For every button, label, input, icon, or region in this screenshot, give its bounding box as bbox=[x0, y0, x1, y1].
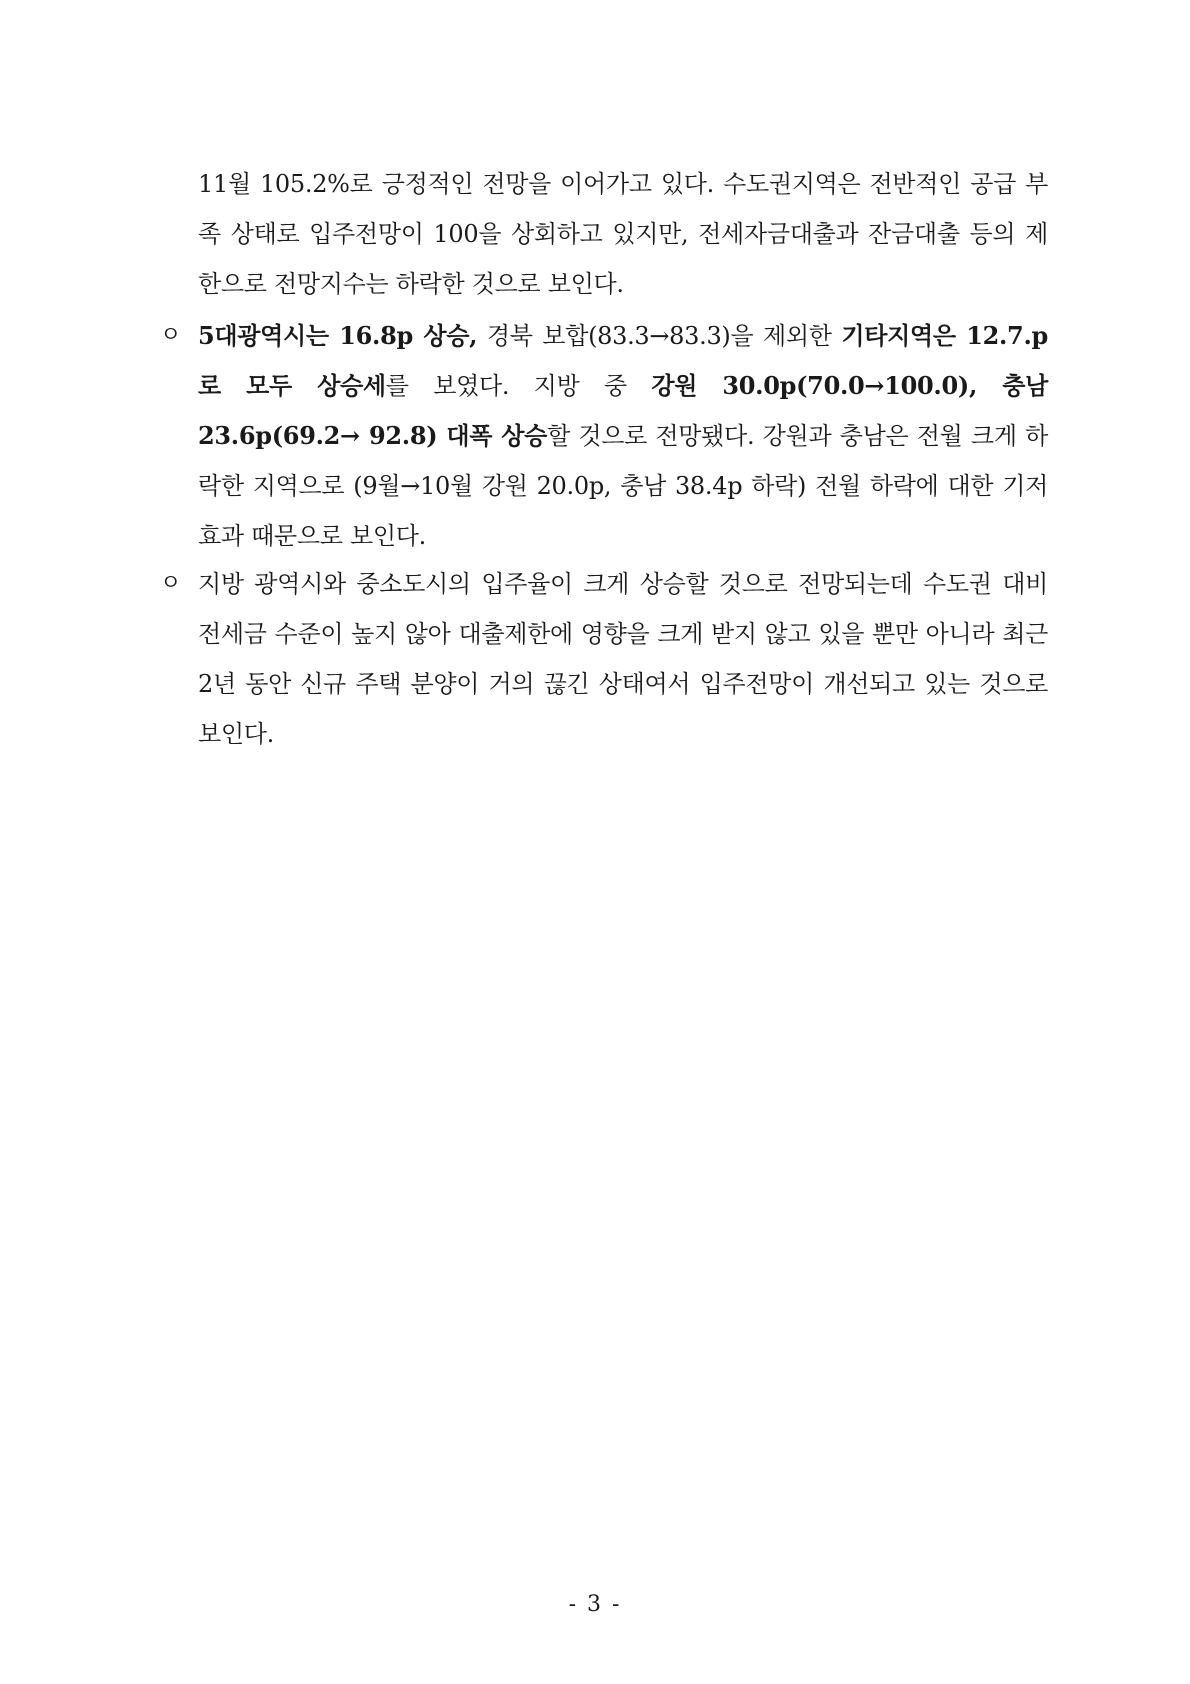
bullet-marker: ㅇ bbox=[160, 323, 182, 348]
bold-metro-rise: 5대광역시는 16.8p 상승, bbox=[198, 321, 478, 350]
page-number: - 3 - bbox=[568, 1592, 622, 1617]
bullet-paragraph-local-cities: 지방 광역시와 중소도시의 입주율이 크게 상승할 것으로 전망되는데 수도권 대비 전세금 수준이 높지 않아 대출제한에 영향을 크게 받지 않고 있을 뿐만 아니라 최근 2년 동안 신규 주택 분양이 거의 끊긴 상태여서 입주전망이 개선되고 있는 것으로 보인다. bbox=[198, 570, 1048, 748]
bullet-marker: ㅇ bbox=[160, 571, 182, 596]
bold-other-regions: 기타지역은 12.7.p로 모두 상승세 bbox=[198, 321, 1048, 400]
text-local: 를 보였다. 지방 중 bbox=[385, 372, 652, 400]
bullet-paragraph-regional bbox=[198, 311, 1048, 561]
text-gyeongbuk: 경북 보합(83.3→83.3)을 제외한 bbox=[477, 322, 842, 350]
bold-gangwon-chungnam: 강원 30.0p(70.0→100.0), 충남 23.6p(69.2→ 92.8) 대폭 상승 bbox=[198, 371, 1049, 450]
intro-paragraph: 11월 105.2%로 긍정적인 전망을 이어가고 있다. 수도권지역은 전반적인 공급 부족 상태로 입주전망이 100을 상회하고 있지만, 전세자금대출과 잔금대출 등의 제한으로 전망지수는 하락한 것으로 보인다. bbox=[198, 170, 1048, 298]
text-base-effect: 할 것으로 전망됐다. 강원과 충남은 전월 크게 하락한 지역으로 (9월→10월 강원 20.0p, 충남 38.4p 하락) 전월 하락에 대한 기저효과 때문으로 보인다. bbox=[198, 422, 1048, 550]
